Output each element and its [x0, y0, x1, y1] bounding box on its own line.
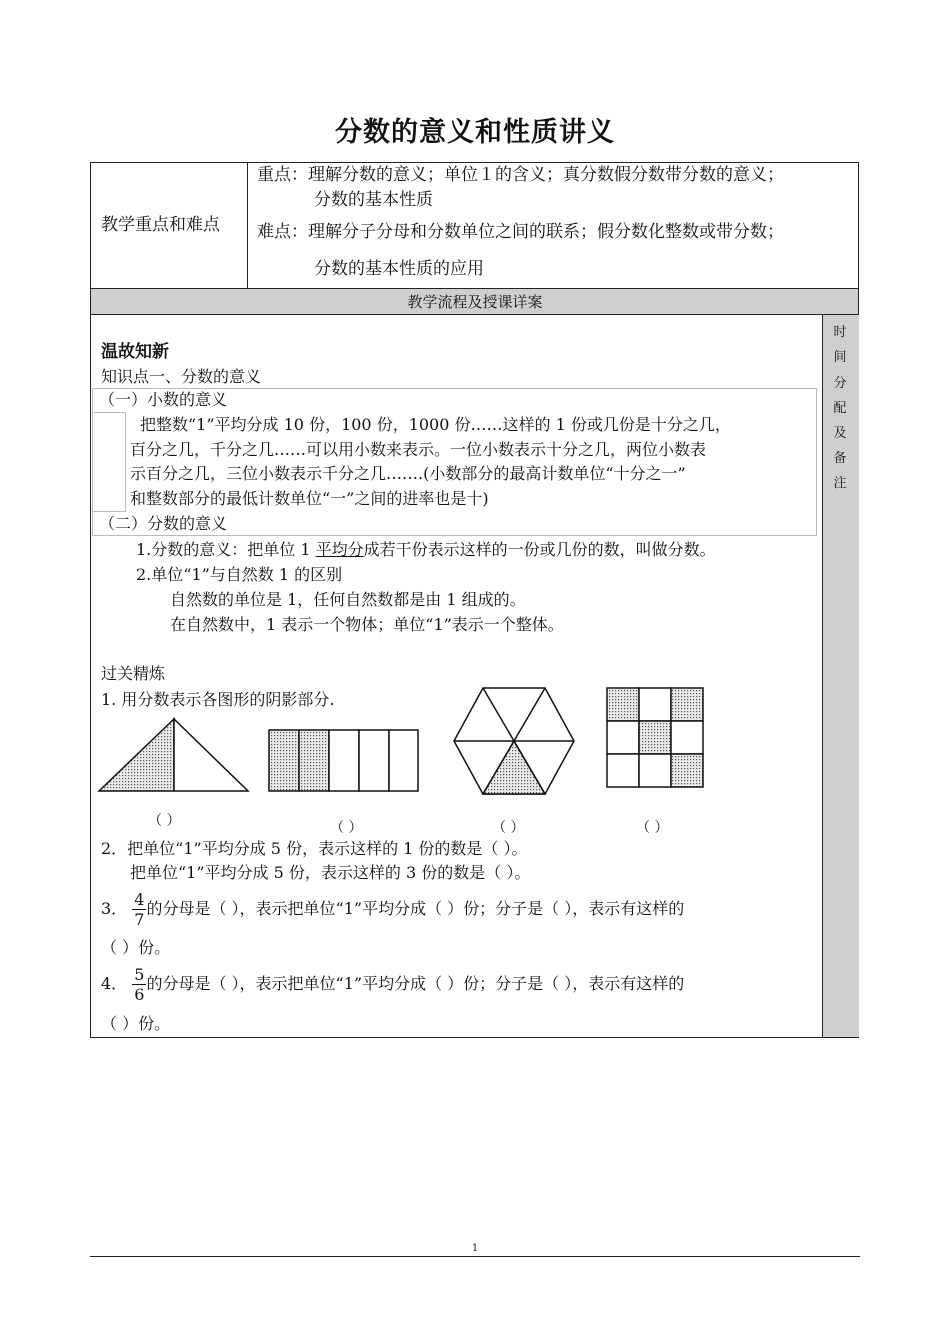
rectangle-figure — [268, 729, 420, 793]
hard-point-line2: 分数的基本性质的应用 — [314, 259, 484, 279]
grid-figure — [606, 687, 706, 789]
answer-blank-4[interactable]: （ ） — [636, 820, 669, 836]
natural-number-one: 在自然数中，1 表示一个物体；单位“1”表示一个整体。 — [170, 615, 564, 634]
fraction-denominator: 7 — [134, 910, 145, 929]
question-4-tail: （ ）份。 — [101, 1014, 171, 1033]
fraction-definition-prefix: 1.分数的意义：把单位 1 — [136, 540, 316, 559]
answer-blank-3[interactable]: （ ） — [492, 820, 525, 836]
fraction-definition-underline: 平均分 — [315, 540, 364, 559]
fraction-numerator: 4 — [134, 890, 145, 909]
remark-char: 注 — [833, 476, 847, 491]
question-2a: 2．把单位“1”平均分成 5 份，表示这样的 1 份的数是（ ）。 — [101, 839, 528, 858]
decimal-paragraph-3: 示百分之几，三位小数表示千分之几…….(小数部分的最高计数单位“十分之一” — [130, 464, 686, 483]
key-point-line1: 重点：理解分数的意义；单位１的含义；真分数假分数带分数的意义； — [257, 165, 784, 185]
question-3-tail: （ ）份。 — [101, 938, 171, 957]
question-4 — [101, 964, 684, 1004]
practice-heading: 过关精炼 — [101, 664, 166, 683]
remark-char: 配 — [833, 401, 847, 416]
subheading-fraction: （二）分数的意义 — [99, 514, 228, 533]
remark-char: 时 — [833, 325, 847, 340]
question-1: 1. 用分数表示各图形的阴影部分. — [101, 690, 335, 709]
unit-one-difference: 2.单位“1”与自然数 1 的区别 — [136, 565, 343, 584]
fraction-denominator: 6 — [134, 985, 145, 1004]
decimal-box-inner — [92, 412, 126, 512]
remark-char: 分 — [833, 376, 847, 391]
fraction-4-7 — [132, 890, 146, 929]
remark-char: 及 — [833, 426, 847, 441]
decimal-paragraph-4: 和整数部分的最低计数单位“一”之间的进率也是十) — [130, 489, 489, 508]
fraction-definition-suffix: 成若干份表示这样的一份或几份的数，叫做分数。 — [363, 540, 716, 559]
fraction-5-6 — [132, 965, 146, 1004]
key-point-line2: 分数的基本性质 — [314, 190, 433, 210]
remark-char: 备 — [833, 451, 847, 466]
hard-point-line1: 难点：理解分子分母和分数单位之间的联系；假分数化整数或带分数； — [257, 222, 784, 242]
question-4-number: 4． — [101, 974, 128, 993]
decimal-paragraph-2: 百分之几，千分之几……可以用小数来表示。一位小数表示十分之几，两位小数表 — [130, 440, 707, 459]
focus-divider — [247, 162, 248, 289]
question-3-text: 的分母是（ ），表示把单位“1”平均分成（ ）份；分子是（ ），表示有这样的 — [146, 899, 685, 918]
question-3-number: 3． — [101, 899, 128, 918]
page-number: 1 — [471, 1243, 479, 1254]
decimal-paragraph-1: 把整数“1”平均分成 10 份，100 份，1000 份……这样的 1 份或几份是十分之几， — [140, 415, 731, 434]
fraction-numerator: 5 — [134, 965, 145, 984]
knowledge-point-1: 知识点一、分数的意义 — [101, 367, 262, 386]
focus-label: 教学重点和难点 — [101, 215, 220, 235]
triangle-figure — [98, 718, 250, 794]
question-2b: 把单位“1”平均分成 5 份，表示这样的 3 份的数是（ ）。 — [130, 863, 531, 882]
flow-header-label: 教学流程及授课详案 — [407, 293, 543, 311]
review-heading: 温故知新 — [101, 342, 169, 362]
fraction-definition — [136, 538, 716, 562]
footer-rule — [90, 1256, 860, 1257]
question-3 — [101, 889, 684, 929]
answer-blank-1[interactable]: （ ） — [148, 813, 181, 829]
hexagon-figure — [452, 687, 576, 797]
answer-blank-2[interactable]: （ ） — [330, 820, 363, 836]
subheading-decimal: （一）小数的意义 — [99, 390, 228, 409]
remark-char: 间 — [833, 350, 847, 365]
question-4-text: 的分母是（ ），表示把单位“1”平均分成（ ）份；分子是（ ），表示有这样的 — [146, 974, 685, 993]
natural-number-unit: 自然数的单位是 1，任何自然数都是由 1 组成的。 — [170, 590, 526, 609]
page-title: 分数的意义和性质讲义 — [335, 117, 615, 148]
